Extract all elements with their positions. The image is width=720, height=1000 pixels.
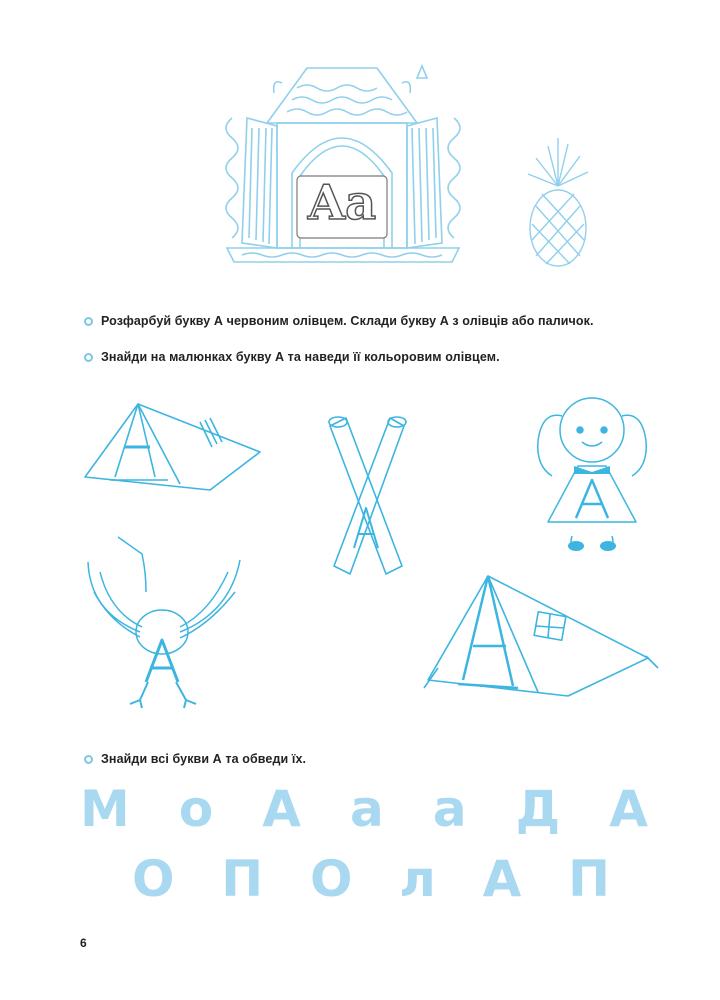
doll-icon [528,386,658,556]
tent-icon [80,392,266,492]
stork-icon [80,532,248,710]
letter[interactable]: М [80,780,130,838]
pineapple-illustration [518,136,598,270]
task-2-text: Знайди на малюнках букву А та наведи її кольоровим олівцем. [101,350,500,364]
window-illustration [212,48,474,268]
scrolls-illustration [320,408,412,580]
scrolls-icon [320,408,412,580]
pineapple-icon [518,136,598,270]
letter[interactable]: А [262,780,301,838]
task-1 [84,314,594,328]
tent-large-illustration [418,568,660,700]
stork-illustration [80,532,248,710]
letter[interactable]: О [132,850,175,908]
letter[interactable]: а [432,780,467,838]
letter[interactable]: А [609,780,648,838]
bullet-icon [84,317,93,326]
letter[interactable]: О [309,850,353,908]
letter-card: Aa [307,175,377,231]
letter-row-2 [132,850,610,908]
letter[interactable]: П [221,850,264,908]
task-1-text: Розфарбуй букву А червоним олівцем. Склади букву А з олівців або паличок. [101,314,594,328]
letter[interactable]: П [568,850,610,908]
bullet-icon [84,755,93,764]
letter[interactable]: А [482,850,522,908]
tent-small-illustration [80,392,266,492]
letter[interactable]: Д [515,780,561,838]
letter[interactable]: л [399,850,436,908]
task-3-text: Знайди всі букви А та обведи їх. [101,752,307,766]
letter[interactable]: о [178,780,214,838]
doll-illustration [528,386,658,556]
letter-row-1 [80,780,648,838]
task-2 [84,350,500,364]
page-number: 6 [80,936,87,950]
bullet-icon [84,353,93,362]
letter[interactable]: а [350,780,384,838]
tent-icon [418,568,660,700]
window-icon [212,48,474,268]
task-3 [84,752,306,766]
